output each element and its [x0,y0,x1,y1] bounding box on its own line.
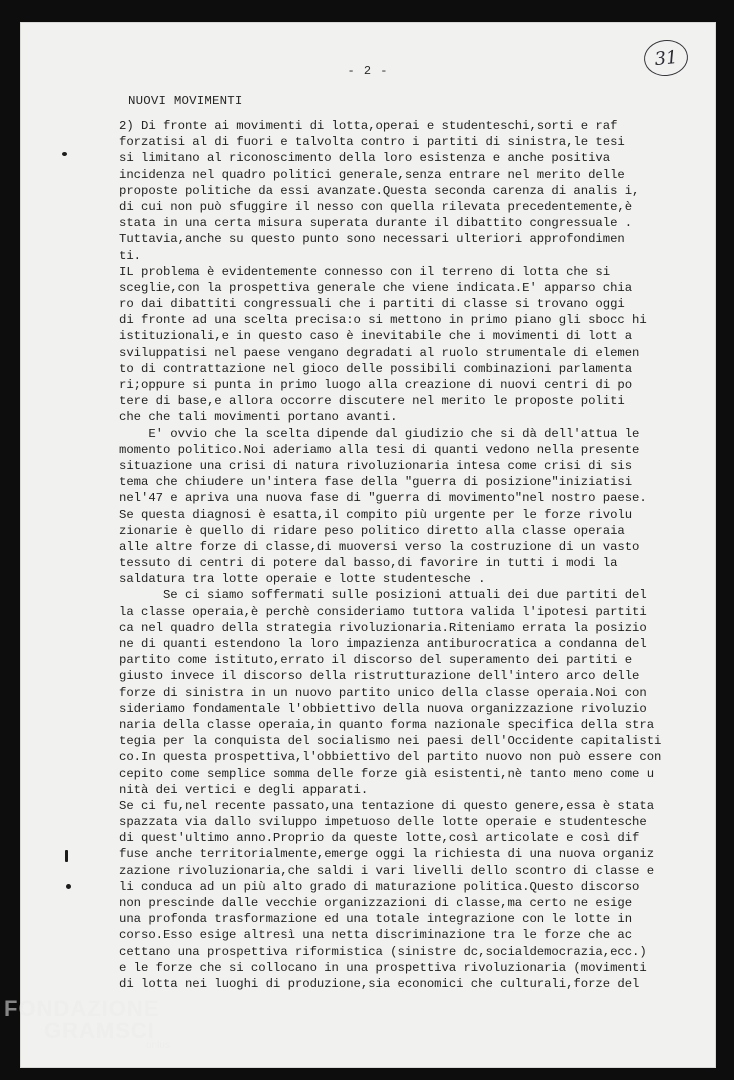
watermark-line-1: FONDAZIONE [4,996,160,1021]
text-line: ti. [119,248,141,263]
text-line: forzatisi al di fuori e talvolta contro i partiti di sinistra,le tesi [119,135,625,150]
text-line: istituzionali,e in questo caso è inevitabile che i movimenti di lott a [119,329,633,344]
text-line: tegia per la conquista del socialismo nei paesi dell'Occidente capitalisti [119,734,662,749]
page-number: - 2 - [347,64,389,78]
watermark-line-2: GRAMSCI [44,1018,155,1043]
text-line: alle altre forze di classe,di muoversi verso la costruzione di un vasto [119,539,640,554]
text-line: si limitano al riconoscimento della loro esistenza e anche positiva [119,151,611,166]
text-line: proposte politiche da essi avanzate.Questa seconda carenza di analis i, [119,183,640,198]
text-line: tessuto di centri di potere dal basso,di favorire in tutti i modi la [119,556,618,571]
text-line: to di contrattazione nel gioco delle possibili combinazioni parlamenta [119,361,633,376]
text-line: li conduca ad un più alto grado di maturazione politica.Questo discorso [119,879,640,894]
text-line: Se ci siamo soffermati sulle posizioni attuali dei due partiti del [119,588,647,603]
text-line: ca nel quadro della strategia rivoluzionaria.Riteniamo errata la posizio [119,620,647,635]
text-line: partito come istituto,errato il discorso del superamento dei partiti e [119,653,633,668]
text-line: Se ci fu,nel recente passato,una tentazione di questo genere,essa è stata [119,798,655,813]
punch-hole-mark [66,884,71,889]
text-line: corso.Esso esige altresì una netta discriminazione tra le forze che ac [119,928,633,943]
text-line: ne di quanti estendono la loro impazienza antiburocratica a condanna del [119,637,647,651]
text-line: sideriamo fondamentale l'obbiettivo della nuova organizzazione rivoluzio [119,701,647,716]
text-line: nità dei vertici e degli apparati. [119,782,369,797]
watermark-line-3: onlus [146,1040,170,1051]
text-line: forze di sinistra in un nuovo partito unico della classe operaia.Noi con [119,685,647,700]
text-line: stata in una certa misura superata durante il dibattito congressuale . [119,216,633,231]
text-line: momento politico.Noi aderiamo alla tesi di quanti vedono nella presente [119,442,640,457]
text-line: sviluppatisi nel paese vengano degradati al ruolo strumentale di elemen [119,345,640,360]
text-line: tema che chiudere un'intera fase della "guerra di posizione"iniziatisi [119,475,633,490]
text-line: cepito come semplice somma delle forze già esistenti,nè tanto meno come u [119,766,655,781]
text-line: Se questa diagnosi è esatta,il compito più urgente per le forze rivolu [119,507,633,522]
text-line: saldatura tra lotte operaie e lotte studentesche . [119,572,486,587]
punch-hole-mark [62,152,67,156]
text-line: Tuttavia,anche su questo punto sono necessari ulteriori approfondimen [119,232,625,247]
text-line: di quest'ultimo anno.Proprio da queste lotte,così articolate e così dif [119,831,640,846]
section-heading: NUOVI MOVIMENTI [128,94,243,108]
archive-number-stamp: 31 [642,38,690,78]
text-line: co.In questa prospettiva,l'obbiettivo del partito nuovo non può essere con [119,750,662,765]
text-line: tere di base,e allora occorre discutere nel merito le proposte politi [119,394,625,409]
text-line: E' ovvio che la scelta dipende dal giudizio che si dà dell'attua le [119,426,640,441]
text-line: situazione una crisi di natura rivoluzionaria intesa come crisi di sis [119,458,633,473]
archive-watermark [4,996,170,1051]
text-line: zionarie è quello di ridare peso politico diretto alla classe operaia [119,523,625,538]
text-line: ro dai dibattiti congressuali che i partiti di classe si trovano oggi [119,297,625,312]
text-line: giusto invece il discorso della ristrutturazione dell'intero arco delle [119,669,640,684]
text-line: spazzata via dallo sviluppo impetuoso delle lotte operaie e studentesche [119,815,647,830]
text-line: sceglie,con la prospettiva generale che viene indicata.E' apparso chia [119,280,633,295]
text-line: di fronte ad una scelta precisa:o si mettono in primo piano gli sbocc hi [119,313,647,328]
text-line: IL problema è evidentemente connesso con il terreno di lotta che si [119,264,611,279]
punch-hole-mark [65,850,68,862]
text-line: di lotta nei luoghi di produzione,sia economici che culturali,forze del [119,976,640,991]
text-line: che che tali movimenti portano avanti. [119,410,398,425]
text-line: naria della classe operaia,in quanto forma nazionale specifica della stra [119,717,655,732]
text-line: non prescinde dalle vecchie organizzazioni di classe,ma certo ne esige [119,896,633,910]
text-line: fuse anche territorialmente,emerge oggi la richiesta di una nuova organiz [119,847,655,862]
text-line: zazione rivoluzionaria,che saldi i vari livelli dello scontro di classe e [119,863,655,878]
text-line: di cui non può sfuggire il nesso con quella rilevata precedentemente,è [119,199,633,214]
text-line: e le forze che si collocano in una prospettiva rivoluzionaria (movimenti [119,960,647,975]
text-line: incidenza nel quadro politici generale,senza entrare nel merito delle [119,167,625,182]
text-line: 2) Di fronte ai movimenti di lotta,operai e studenteschi,sorti e raf [119,119,618,133]
text-line: ri;oppure si punta in primo luogo alla creazione di nuovi centri di po [119,378,633,392]
text-line: una profonda trasformazione ed una totale integrazione con le lotte in [119,912,633,927]
document-page [20,22,716,1068]
text-line: nel'47 e apriva una nuova fase di "guerra di movimento"nel nostro paese. [119,491,647,506]
document-body [119,118,719,992]
text-line: la classe operaia,è perchè consideriamo tuttora valida l'ipotesi partiti [119,604,647,619]
text-line: cettano una prospettiva riformistica (sinistre dc,socialdemocrazia,ecc.) [119,944,647,959]
